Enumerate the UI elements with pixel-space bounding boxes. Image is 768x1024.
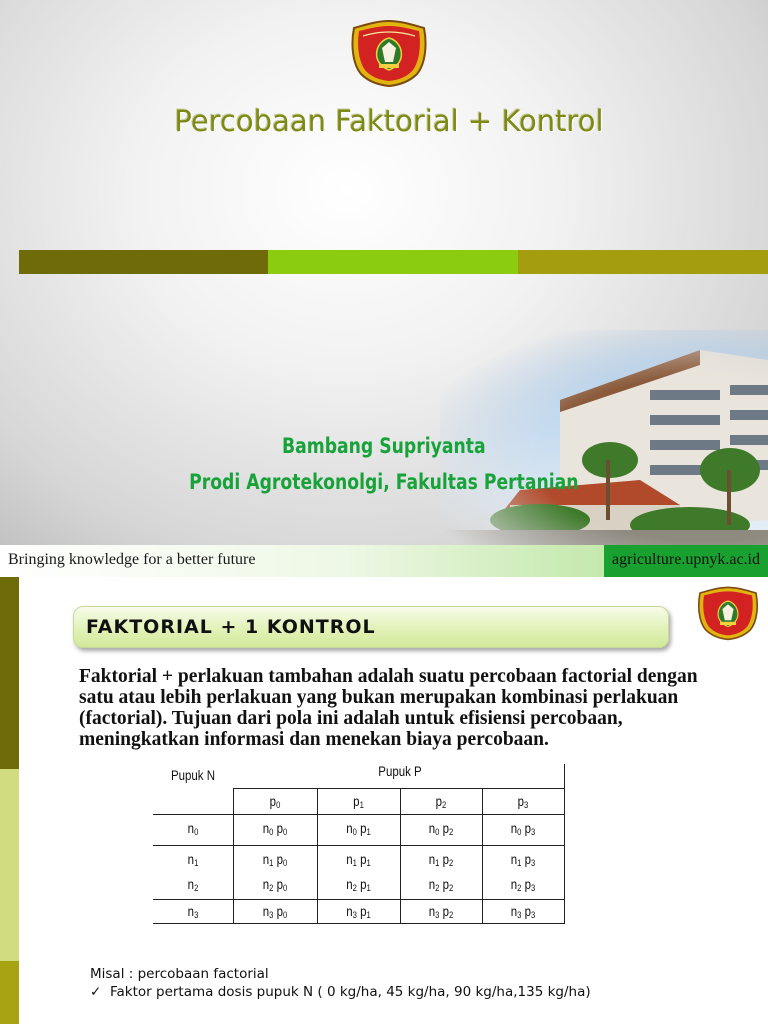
row-label: $n_1$ bbox=[187, 852, 199, 868]
table-cell: $n_2$ $p_1$ bbox=[346, 877, 371, 893]
row-header: Pupuk N bbox=[170, 768, 216, 783]
table-cell: $n_3$ $p_1$ bbox=[346, 904, 371, 920]
example-notes bbox=[90, 965, 630, 1001]
author-affiliation: Prodi Agrotekonolgi, Fakultas Pertanian bbox=[189, 470, 579, 494]
table-cell: $n_3$ $p_3$ bbox=[510, 904, 536, 920]
table-cell: $n_2$ $p_2$ bbox=[428, 877, 454, 893]
col-header: Pupuk P bbox=[378, 764, 422, 779]
stripe-olive bbox=[518, 250, 768, 274]
column-label: $p_1$ bbox=[353, 794, 364, 810]
table-line bbox=[153, 899, 565, 900]
table-cell: $n_3$ $p_0$ bbox=[262, 904, 288, 920]
column-label: $p_3$ bbox=[517, 794, 529, 810]
table-line bbox=[317, 788, 318, 924]
university-logo-icon bbox=[696, 580, 760, 646]
section-heading: FAKTORIAL + 1 KONTROL bbox=[86, 616, 376, 638]
row-label: $n_3$ bbox=[187, 904, 199, 920]
table-cell: $n_3$ $p_2$ bbox=[428, 904, 454, 920]
factorial-table bbox=[153, 764, 565, 924]
example-intro: Misal : percobaan factorial bbox=[90, 966, 269, 982]
stripe-green bbox=[268, 250, 518, 274]
decorative-stripes bbox=[19, 250, 768, 274]
table-line bbox=[233, 788, 565, 789]
table-cell: $n_0$ $p_1$ bbox=[346, 821, 371, 837]
footer-tagline: Bringing knowledge for a better future bbox=[8, 551, 256, 568]
table-cell: $n_1$ $p_1$ bbox=[346, 852, 371, 868]
table-cell: $n_0$ $p_0$ bbox=[262, 821, 288, 837]
definition-paragraph: Faktorial + perlakuan tambahan adalah suatu percobaan factorial dengan satu atau lebih perlakuan yang bukan merupakan kombinasi perlakuan (factorial). Tujuan dari pola ini adalah untuk efisiensi percobaan, meningkatkan informasi dan menekan biaya percobaan. bbox=[79, 666, 698, 750]
footer-url[interactable]: agriculture.upnyk.ac.id bbox=[604, 545, 768, 577]
author-name: Bambang Supriyanta bbox=[282, 434, 486, 458]
checklist-item bbox=[90, 983, 630, 1001]
row-label: $n_0$ bbox=[187, 821, 199, 837]
table-line bbox=[153, 845, 565, 846]
table-cell: $n_2$ $p_3$ bbox=[510, 877, 536, 893]
side-bar-light bbox=[0, 769, 19, 961]
author-block bbox=[69, 428, 699, 500]
table-line bbox=[233, 788, 234, 924]
table-line bbox=[482, 788, 483, 924]
table-cell: $n_0$ $p_3$ bbox=[510, 821, 536, 837]
table-line bbox=[153, 814, 565, 815]
side-bar-olive bbox=[0, 961, 19, 1024]
table-line bbox=[400, 788, 401, 924]
section-heading-box bbox=[73, 606, 669, 648]
side-bar-dark bbox=[0, 577, 19, 769]
table-line bbox=[153, 923, 565, 924]
table-cell: $n_1$ $p_3$ bbox=[510, 852, 536, 868]
table-line bbox=[564, 764, 565, 924]
table-cell: $n_2$ $p_0$ bbox=[262, 877, 288, 893]
content-slide bbox=[0, 577, 768, 1024]
presentation-title: Percobaan Faktorial + Kontrol bbox=[174, 104, 604, 138]
table-cell: $n_1$ $p_0$ bbox=[262, 852, 288, 868]
slide1-footer bbox=[0, 545, 768, 577]
table-cell: $n_0$ $p_2$ bbox=[428, 821, 454, 837]
university-logo-icon bbox=[349, 18, 429, 88]
check-icon: ✓ bbox=[90, 984, 102, 1000]
table-cell: $n_1$ $p_2$ bbox=[428, 852, 454, 868]
row-label: $n_2$ bbox=[187, 877, 199, 893]
column-label: $p_0$ bbox=[269, 794, 281, 810]
checklist-item-text: Faktor pertama dosis pupuk N ( 0 kg/ha, 45 kg/ha, 90 kg/ha,135 kg/ha) bbox=[110, 984, 591, 1000]
column-label: $p_2$ bbox=[435, 794, 447, 810]
stripe-dark bbox=[19, 250, 268, 274]
